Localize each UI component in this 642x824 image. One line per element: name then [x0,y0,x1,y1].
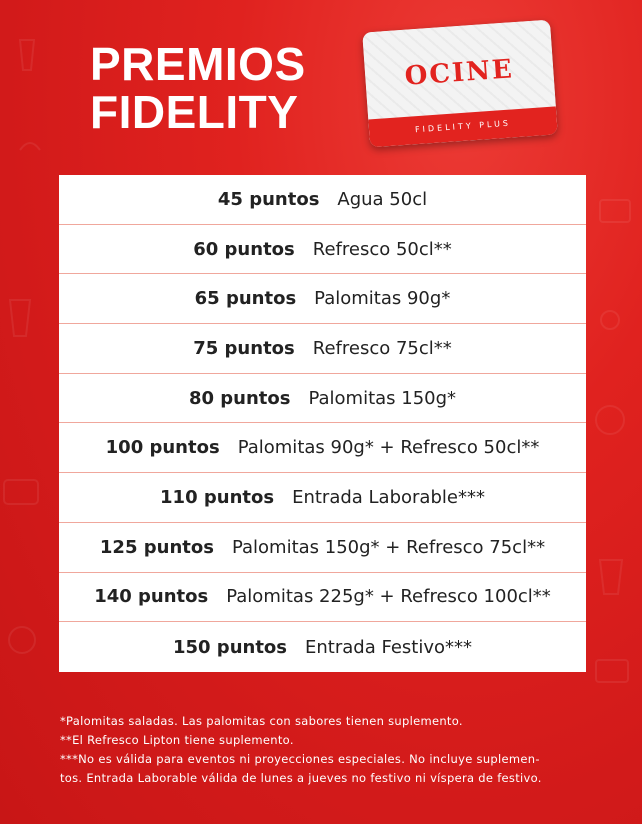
title-line-2: FIDELITY [90,86,299,138]
reward-row [59,175,586,225]
reward-item: Agua 50cl [337,188,428,210]
footnotes [60,712,600,788]
reward-item: Palomitas 90g* [314,288,451,310]
reward-item: Palomitas 90g* + Refresco 50cl** [237,437,540,459]
reward-points: 125 puntos [99,536,214,558]
reward-row [59,473,586,523]
fidelity-card-image [362,20,558,148]
reward-points: 110 puntos [160,486,275,508]
footnote-2: **El Refresco Lipton tiene suplemento. [60,733,294,747]
card-subtitle: FIDELITY PLUS [368,106,557,147]
reward-points: 60 puntos [193,238,295,260]
reward-row [59,374,586,424]
reward-item: Refresco 50cl** [312,238,452,260]
footnote-3: ***No es válida para eventos ni proyecciones especiales. No incluye suplemen- [60,752,540,766]
reward-row [59,423,586,473]
reward-points: 45 puntos [217,188,320,210]
footnote-4: tos. Entrada Laborable válida de lunes a jueves no festivo ni víspera de festivo. [60,771,542,785]
ocine-logo: OCINE [403,54,515,92]
title-line-1: PREMIOS [90,38,306,90]
reward-item: Palomitas 225g* + Refresco 100cl** [226,586,551,608]
reward-row [59,274,586,324]
reward-points: 80 puntos [188,387,291,409]
reward-points: 75 puntos [193,337,295,359]
reward-item: Refresco 75cl** [312,337,452,359]
reward-row [59,573,586,623]
reward-row [59,324,586,374]
reward-item: Entrada Laborable*** [292,486,485,508]
footnote-1: *Palomitas saladas. Las palomitas con sabores tienen suplemento. [60,714,463,728]
reward-points: 140 puntos [94,586,209,608]
reward-item: Entrada Festivo*** [305,636,473,658]
reward-points: 150 puntos [172,636,288,658]
page-title [90,40,306,136]
reward-row [59,225,586,275]
reward-item: Palomitas 150g* + Refresco 75cl** [231,536,546,558]
rewards-table [59,175,586,672]
reward-points: 65 puntos [194,288,297,310]
reward-item: Palomitas 150g* [308,387,457,409]
reward-row [59,523,586,573]
reward-points: 100 puntos [105,437,220,459]
reward-row [59,622,586,672]
